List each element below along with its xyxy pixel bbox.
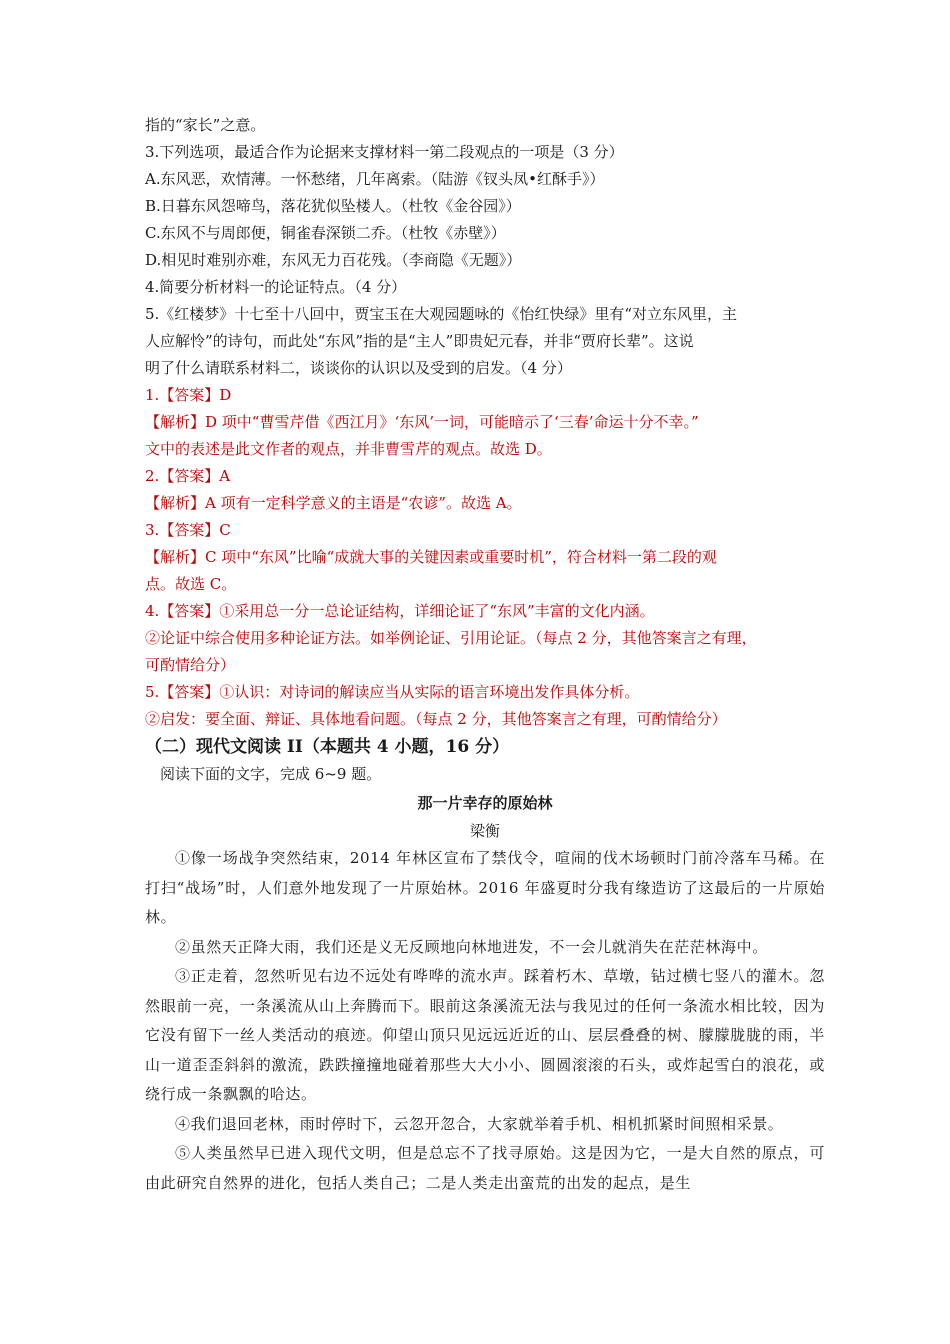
answer-line: 可酌情给分） bbox=[145, 656, 236, 674]
answer-line: 2.【答案】A bbox=[145, 467, 231, 485]
question-line: 明了什么请联系材料二，谈谈你的认识以及受到的启发。（4 分） bbox=[145, 359, 572, 377]
analysis-line: 【解析】D 项中“曹雪芹借《西江月》‘东风’一词，可能暗示了‘三春’命运十分不幸。” bbox=[145, 413, 699, 431]
document-page bbox=[145, 112, 825, 1198]
question-option: A.东风恶，欢情薄。一怀愁绪，几年离索。（陆游《钗头凤•红酥手》） bbox=[145, 170, 605, 188]
question-option: C.东风不与周郎便，铜雀春深锁二乔。（杜牧《赤壁》） bbox=[145, 224, 506, 242]
answer-line: ②启发：要全面、辩证、具体地看问题。（每点 2 分，其他答案言之有理，可酌情给分） bbox=[145, 710, 727, 728]
article-title: 那一片幸存的原始林 bbox=[417, 794, 553, 812]
article bbox=[145, 788, 825, 1198]
section-title: （二）现代文阅读 II（本题共 4 小题，16 分） bbox=[145, 737, 510, 757]
article-paragraph: ④我们退回老林，雨时停时下，云忽开忽合，大家就举着手机、相机抓紧时间照相采景。 bbox=[175, 1114, 784, 1133]
question-line: 4.简要分析材料一的论证特点。（4 分） bbox=[145, 278, 407, 296]
article-paragraph: ⑤人类虽然早已进入现代文明，但是总忘不了找寻原始。这是因为它，一是大自然的原点，可由此研究自然界的进化，包括人类自己；二是人类走出蛮荒的出发的起点，是生 bbox=[145, 1144, 825, 1192]
question-option: D.相见时难别亦难，东风无力百花残。（李商隐《无题》） bbox=[145, 251, 522, 269]
analysis-line: 【解析】A 项有一定科学意义的主语是“农谚”。故选 A。 bbox=[145, 494, 522, 512]
analysis-line: 点。故选 C。 bbox=[145, 575, 237, 593]
answer-line: 3.【答案】C bbox=[145, 521, 231, 539]
answer-line: 1.【答案】D bbox=[145, 386, 232, 404]
answer-line: ②论证中综合使用多种论证方法。如举例论证、引用论证。（每点 2 分，其他答案言之有理， bbox=[145, 629, 757, 647]
article-paragraph: ③正走着，忽然听见右边不远处有哗哗的流水声。踩着朽木、草墩，钻过横七竖八的灌木。忽然眼前一亮，一条溪流从山上奔腾而下。眼前这条溪流无法与我见过的任何一条流水相比较，因为它没有留下一丝人类活动的痕迹。仰望山顶只见远远近近的山、层层叠叠的树、朦朦胧胧的雨，半山一道歪歪斜斜的激流，跌跌撞撞地碰着那些大大小小、圆圆滚滚的石头，或炸起雪白的浪花，或绕行成一条飘飘的哈达。 bbox=[145, 967, 825, 1103]
answers-block bbox=[145, 382, 825, 733]
section-instruction: 阅读下面的文字，完成 6~9 题。 bbox=[160, 765, 382, 783]
answer-line: 5.【答案】①认识：对诗词的解读应当从实际的语言环境出发作具体分析。 bbox=[145, 683, 640, 701]
article-paragraph: ①像一场战争突然结束，2014 年林区宣布了禁伐令，喧闹的伐木场顿时门前冷落车马稀。在打扫“战场”时，人们意外地发现了一片原始林。2016 年盛夏时分我有缘造访了这最后的一片原始林。 bbox=[145, 849, 825, 926]
questions-block bbox=[145, 112, 825, 382]
analysis-line: 文中的表述是此文作者的观点，并非曹雪芹的观点。故选 D。 bbox=[145, 440, 552, 458]
article-author: 梁衡 bbox=[469, 822, 500, 840]
answer-line: 4.【答案】①采用总一分一总论证结构，详细论证了“东风”丰富的文化内涵。 bbox=[145, 602, 655, 620]
question-line: 人应解怜”的诗句，而此处“东风”指的是“主人”即贵妃元春，并非“贾府长辈”。这说 bbox=[145, 332, 694, 350]
question-line: 指的“家长”之意。 bbox=[145, 116, 266, 134]
article-paragraph: ②虽然天正降大雨，我们还是义无反顾地向林地进发，不一会儿就消失在茫茫林海中。 bbox=[175, 937, 768, 956]
question-line: 5.《红楼梦》十七至十八回中，贾宝玉在大观园题咏的《怡红快绿》里有“对立东风里，主 bbox=[145, 305, 737, 323]
question-option: B.日暮东风怨啼鸟，落花犹似坠楼人。（杜牧《金谷园》） bbox=[145, 197, 521, 215]
analysis-line: 【解析】C 项中“东风”比喻“成就大事的关键因素或重要时机”，符合材料一第二段的观 bbox=[145, 548, 717, 566]
question-line: 3.下列选项，最适合作为论据来支撑材料一第二段观点的一项是（3 分） bbox=[145, 143, 624, 161]
